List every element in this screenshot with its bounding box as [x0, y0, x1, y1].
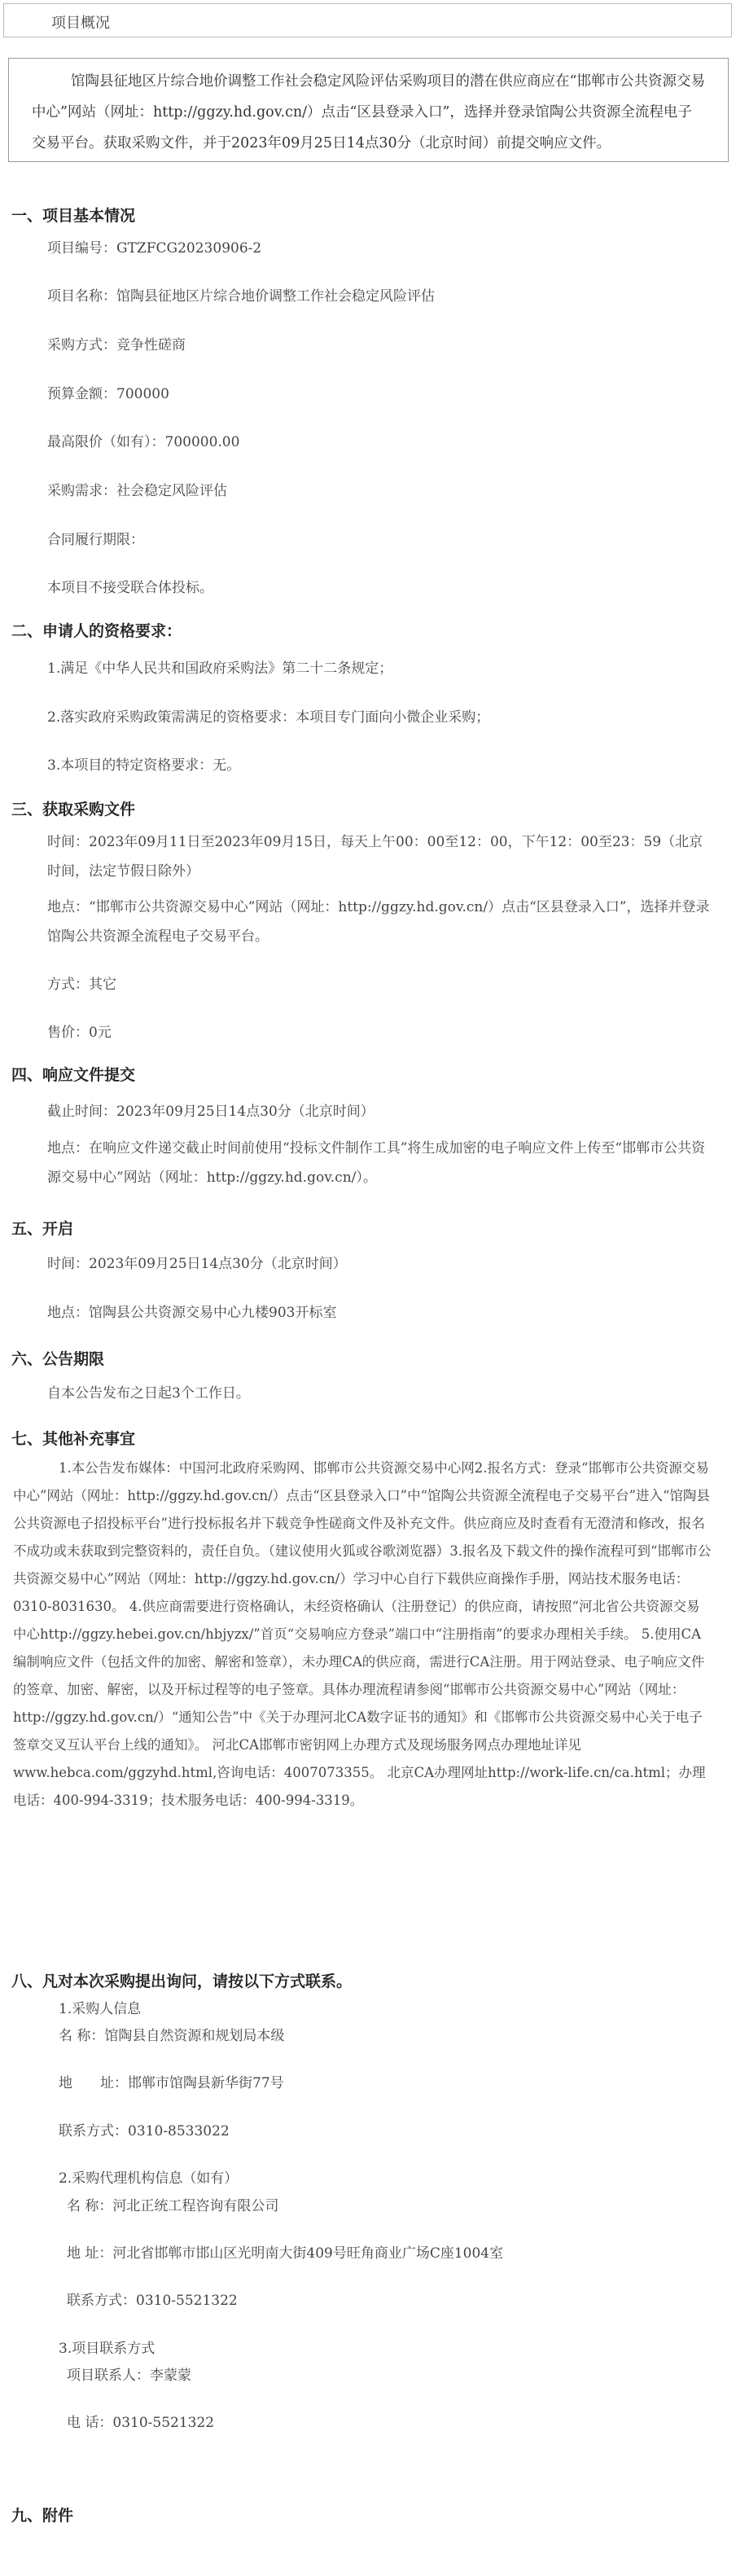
section-3-heading: 三、获取采购文件 [11, 801, 136, 818]
budget-amount: 预算金额：700000 [47, 386, 169, 402]
consortium-note: 本项目不接受联合体投标。 [47, 580, 213, 596]
section-8-heading: 八、凡对本次采购提出询问，请按以下方式联系。 [11, 1973, 353, 1990]
max-price: 最高限价（如有）：700000.00 [47, 434, 240, 450]
agent-name: 名 称：河北正统工程咨询有限公司 [67, 2198, 279, 2214]
buyer-name: 名 称：馆陶县自然资源和规划局本级 [59, 2028, 285, 2044]
project-summary-box [8, 58, 729, 162]
section-2-heading: 二、申请人的资格要求： [11, 622, 182, 640]
section-9-heading: 九、附件 [11, 2507, 74, 2525]
acquire-price: 售价：0元 [47, 1025, 112, 1041]
procurement-demand: 采购需求：社会稳定风险评估 [47, 483, 227, 499]
acquire-place: 地点：“邯郸市公共资源交易中心”网站（网址：http://ggzy.hd.gov.cn/）点击“区县登录入口”，选择并登录馆陶公共资源全流程电子交易平台。 [47, 899, 710, 945]
supplementary-text: 1.本公告发布媒体：中国河北政府采购网、邯郸市公共资源交易中心网2.报名方式：登录“邯郸市公共资源交易中心”网站（网址：http://ggzy.hd.gov.cn/）点击“区县登录入口”中“馆陶公共资源全流程电子交易平台”进入“馆陶县公共资源电子招投标平台”进行投标报名并下载竞争性磋商文件及补充文件。供应商应及时查看有无澄清和修改，报名不成功或未获取到完整资料的，责任自负。（建议使用火狐或谷歌浏览器）3.报名及下载文件的操作流程可到“邯郸市公共资源交易中心”网站（网址：http://ggzy.hd.gov.cn/）学习中心自行下载供应商操作手册，网站技术服务电话：0310-8031630。 4.供应商需要进行资格确认，未经资格确认（注册登记）的供应商，请按照“河北省公共资源交易中心http://ggzy.hebei.gov.cn/hbjyzx/”首页“交易响应方登录”端口中“注册指南”的要求办理相关手续。 5.使用CA编制响应文件（包括文件的加密、解密和签章），未办理CA的供应商，需进行CA注册。用于网站登录、电子响应文件的签章、加密、解密，以及开标过程等的电子签章。具体办理流程请参阅“邯郸市公共资源交易中心”网站（网址：http://ggzy.hd.gov.cn/）“通知公告”中《关于办理河北CA数字证书的通知》和《邯郸市公共资源交易中心关于电子签章交叉互认平台上线的通知》。 河北CA邯郸市密钥网上办理方式及现场服务网点办理地址详见www.hebca.com/ggzyhd.html,咨询电话：4007073355。 北京CA办理网址http://work-life.cn/ca.html；办理电话：400-994-3319；技术服务电话：400-994-3319。 [13, 1460, 712, 1808]
page-title: 项目概况 [51, 15, 110, 32]
project-name: 项目名称：馆陶县征地区片综合地价调整工作社会稳定风险评估 [47, 288, 435, 305]
agent-contact: 联系方式：0310-5521322 [67, 2293, 238, 2309]
summary-text: 馆陶县征地区片综合地价调整工作社会稳定风险评估采购项目的潜在供应商应在“邯郸市公共资源交易中心”网站（网址：http://ggzy.hd.gov.cn/）点击“区县登录入口”，选择并登录馆陶公共资源全流程电子交易平台。获取采购文件，并于2023年09月25日14点30分（北京时间）前提交响应文件。 [32, 73, 705, 151]
section-4-heading: 四、响应文件提交 [11, 1066, 136, 1084]
project-overview-bar [3, 3, 732, 37]
section-7-heading: 七、其他补充事宜 [11, 1430, 136, 1448]
submission-place: 地点：在响应文件递交截止时间前使用“投标文件制作工具”将生成加密的电子响应文件上传至“邯郸市公共资源交易中心”网站（网址：http://ggzy.hd.gov.cn/）。 [47, 1140, 706, 1186]
section-1-heading: 一、项目基本情况 [11, 207, 136, 225]
contract-period: 合同履行期限： [47, 532, 144, 548]
project-contact-phone: 电 话：0310-5521322 [67, 2415, 215, 2431]
notice-period: 自本公告发布之日起3个工作日。 [47, 1385, 250, 1402]
section-5-heading: 五、开启 [11, 1220, 74, 1238]
qualification-2: 2.落实政府采购政策需满足的资格要求：本项目专门面向小微企业采购； [47, 709, 490, 726]
project-contact-person: 项目联系人：李蒙蒙 [67, 2368, 191, 2384]
section-6-heading: 六、公告期限 [11, 1350, 105, 1368]
opening-time: 时间：2023年09月25日14点30分（北京时间） [47, 1256, 347, 1272]
buyer-info-title: 1.采购人信息 [59, 2001, 142, 2017]
opening-place: 地点：馆陶县公共资源交易中心九楼903开标室 [47, 1305, 337, 1321]
buyer-contact: 联系方式：0310-8533022 [59, 2123, 230, 2139]
project-contact-title: 3.项目联系方式 [59, 2341, 156, 2357]
submission-deadline: 截止时间：2023年09月25日14点30分（北京时间） [47, 1104, 375, 1120]
buyer-address: 地 址：邯郸市馆陶县新华街77号 [59, 2075, 284, 2091]
agent-info-title: 2.采购代理机构信息（如有） [59, 2170, 239, 2187]
agent-address: 地 址：河北省邯郸市邯山区光明南大街409号旺角商业广场C座1004室 [67, 2245, 504, 2262]
procurement-method: 采购方式：竞争性磋商 [47, 337, 186, 353]
acquire-time: 时间：2023年09月11日至2023年09月15日，每天上午00：00至12：00，下午12：00至23：59（北京时间，法定节假日除外） [47, 834, 703, 880]
qualification-3: 3.本项目的特定资格要求：无。 [47, 757, 241, 774]
acquire-mode: 方式：其它 [47, 976, 116, 993]
project-number: 项目编号：GTZFCG20230906-2 [47, 240, 262, 257]
qualification-1: 1.满足《中华人民共和国政府采购法》第二十二条规定； [47, 660, 393, 677]
